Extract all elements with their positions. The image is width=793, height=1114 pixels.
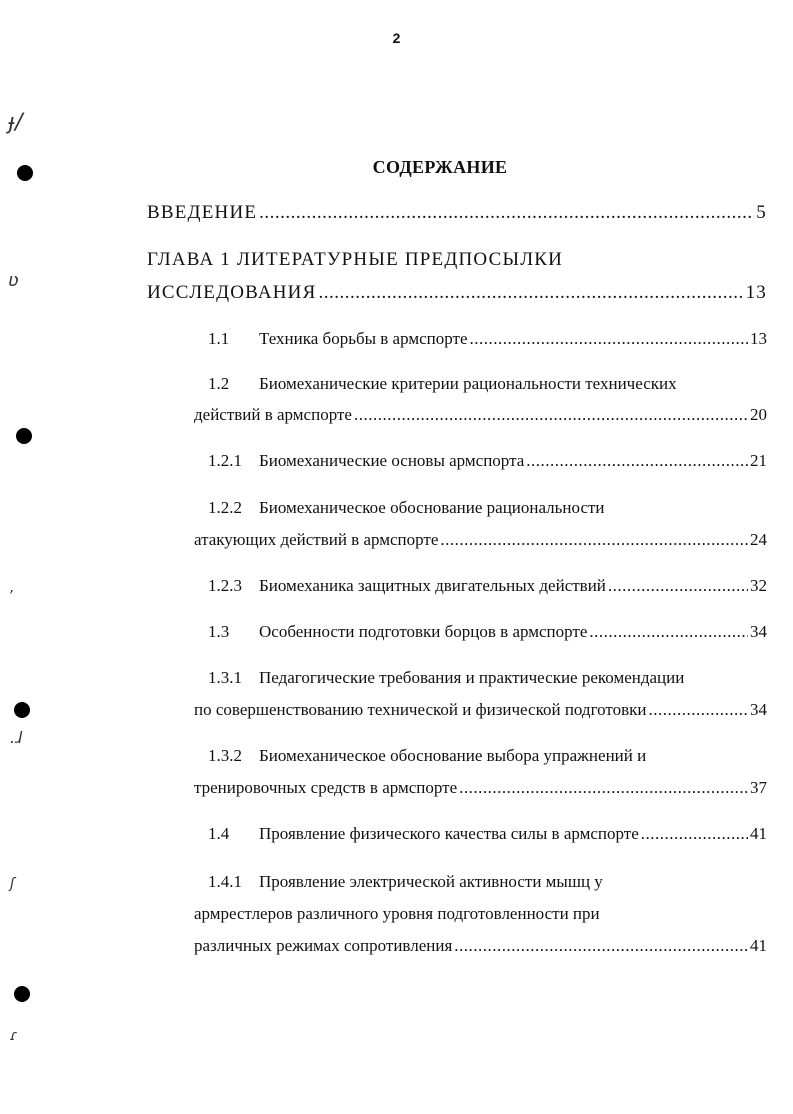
toc-entry-1-3-1-cont[interactable] (194, 700, 767, 720)
margin-scribble: ɾ (10, 1028, 18, 1044)
toc-page-number: 34 (750, 700, 767, 719)
toc-entry-text: Проявление электрической активности мышц у (259, 872, 603, 891)
toc-entry-text: Биомеханические основы армспорта (259, 451, 525, 470)
section-number: 1.3.1 (208, 668, 242, 687)
toc-page-number: 13 (750, 329, 767, 348)
toc-entry-text: ГЛАВА 1 ЛИТЕРАТУРНЫЕ ПРЕДПОСЫЛКИ (147, 249, 564, 270)
dot-leader (354, 405, 748, 425)
toc-page-number: 20 (750, 405, 767, 424)
binding-hole (14, 702, 30, 718)
toc-entry-text: тренировочных средств в армспорте (194, 778, 458, 797)
toc-entry-text: ИССЛЕДОВАНИЯ (147, 282, 317, 303)
toc-entry-1-2-2-cont[interactable] (194, 530, 767, 550)
toc-entry-1-2-2[interactable] (208, 498, 767, 518)
dot-leader (459, 778, 748, 798)
toc-entry-text: действий в армспорте (194, 405, 352, 424)
toc-entry-1-2-cont[interactable] (194, 405, 767, 425)
toc-entry-1-3[interactable] (208, 622, 767, 642)
dot-leader (526, 451, 748, 471)
dot-leader (641, 824, 748, 844)
toc-entry-text: Биомеханическое обоснование выбора упражнений и (259, 746, 647, 765)
page-title: СОДЕРЖАНИЕ (372, 157, 508, 177)
dot-leader (454, 936, 748, 956)
section-number: 1.3 (208, 622, 230, 641)
toc-entry-1-2[interactable] (208, 374, 767, 394)
toc-entry-text: Биомеханическое обоснование рациональности (259, 498, 605, 517)
toc-page-number: 5 (756, 202, 767, 223)
toc-entry-text: армрестлеров различного уровня подготовленности при (194, 904, 600, 923)
toc-page-number: 13 (745, 282, 767, 303)
toc-entry-text: Особенности подготовки борцов в армспорте (259, 622, 588, 641)
toc-page-number: 34 (750, 622, 767, 641)
margin-scribble: ʃ (10, 876, 15, 892)
dot-leader (318, 283, 743, 303)
toc-entry-1-1[interactable] (208, 329, 767, 349)
toc-entry-1-4-1-cont2[interactable] (194, 936, 767, 956)
toc-entry-text: ВВЕДЕНИЕ (147, 202, 258, 223)
binding-hole (16, 428, 32, 444)
section-number: 1.4 (208, 824, 230, 843)
section-number: 1.2.2 (208, 498, 242, 517)
toc-entry-1-2-1[interactable] (208, 451, 767, 471)
toc-entry-intro[interactable] (147, 203, 767, 223)
margin-scribble: ɟ/ (8, 110, 23, 135)
toc-entry-1-3-2-cont[interactable] (194, 778, 767, 798)
toc-entry-chapter1-cont[interactable] (147, 283, 767, 303)
dot-leader (470, 329, 749, 349)
toc-entry-text: различных режимах сопротивления (194, 936, 453, 955)
toc-entry-text: атакующих действий в армспорте (194, 530, 439, 549)
toc-entry-text: Биомеханика защитных двигательных действий (259, 576, 606, 595)
dot-leader (589, 622, 748, 642)
toc-entry-1-4-1[interactable] (208, 872, 767, 892)
toc-entry-1-2-3[interactable] (208, 576, 767, 596)
page-number: 2 (392, 30, 401, 46)
toc-entry-text: Проявление физического качества силы в армспорте (259, 824, 639, 843)
toc-page-number: 32 (750, 576, 767, 595)
section-number: 1.4.1 (208, 872, 242, 891)
toc-page-number: 24 (750, 530, 767, 549)
toc-entry-chapter1[interactable] (147, 250, 767, 270)
toc-entry-text: по совершенствованию технической и физической подготовки (194, 700, 647, 719)
section-number: 1.2.3 (208, 576, 242, 595)
toc-entry-text: Техника борьбы в армспорте (259, 329, 468, 348)
toc-page-number: 37 (750, 778, 767, 797)
dot-leader (648, 700, 748, 720)
toc-page-number: 41 (750, 824, 767, 843)
toc-page-number: 21 (750, 451, 767, 470)
toc-entry-text: Педагогические требования и практические рекомендации (259, 668, 685, 687)
section-number: 1.2.1 (208, 451, 242, 470)
toc-entry-1-3-2[interactable] (208, 746, 767, 766)
margin-scribble: , (10, 580, 15, 596)
toc-entry-text: Биомеханические критерии рациональности технических (259, 374, 677, 393)
toc-entry-1-4-1-cont[interactable] (194, 904, 767, 924)
dot-leader (259, 203, 754, 223)
binding-hole (14, 986, 30, 1002)
margin-scribble: ʋ (8, 270, 19, 291)
dot-leader (440, 530, 748, 550)
toc-entry-1-4[interactable] (208, 824, 767, 844)
section-number: 1.2 (208, 374, 230, 393)
margin-scribble: .ɺ (10, 728, 23, 747)
section-number: 1.1 (208, 329, 230, 348)
section-number: 1.3.2 (208, 746, 242, 765)
dot-leader (608, 576, 748, 596)
toc-entry-1-3-1[interactable] (208, 668, 767, 688)
toc-page-number: 41 (750, 936, 767, 955)
